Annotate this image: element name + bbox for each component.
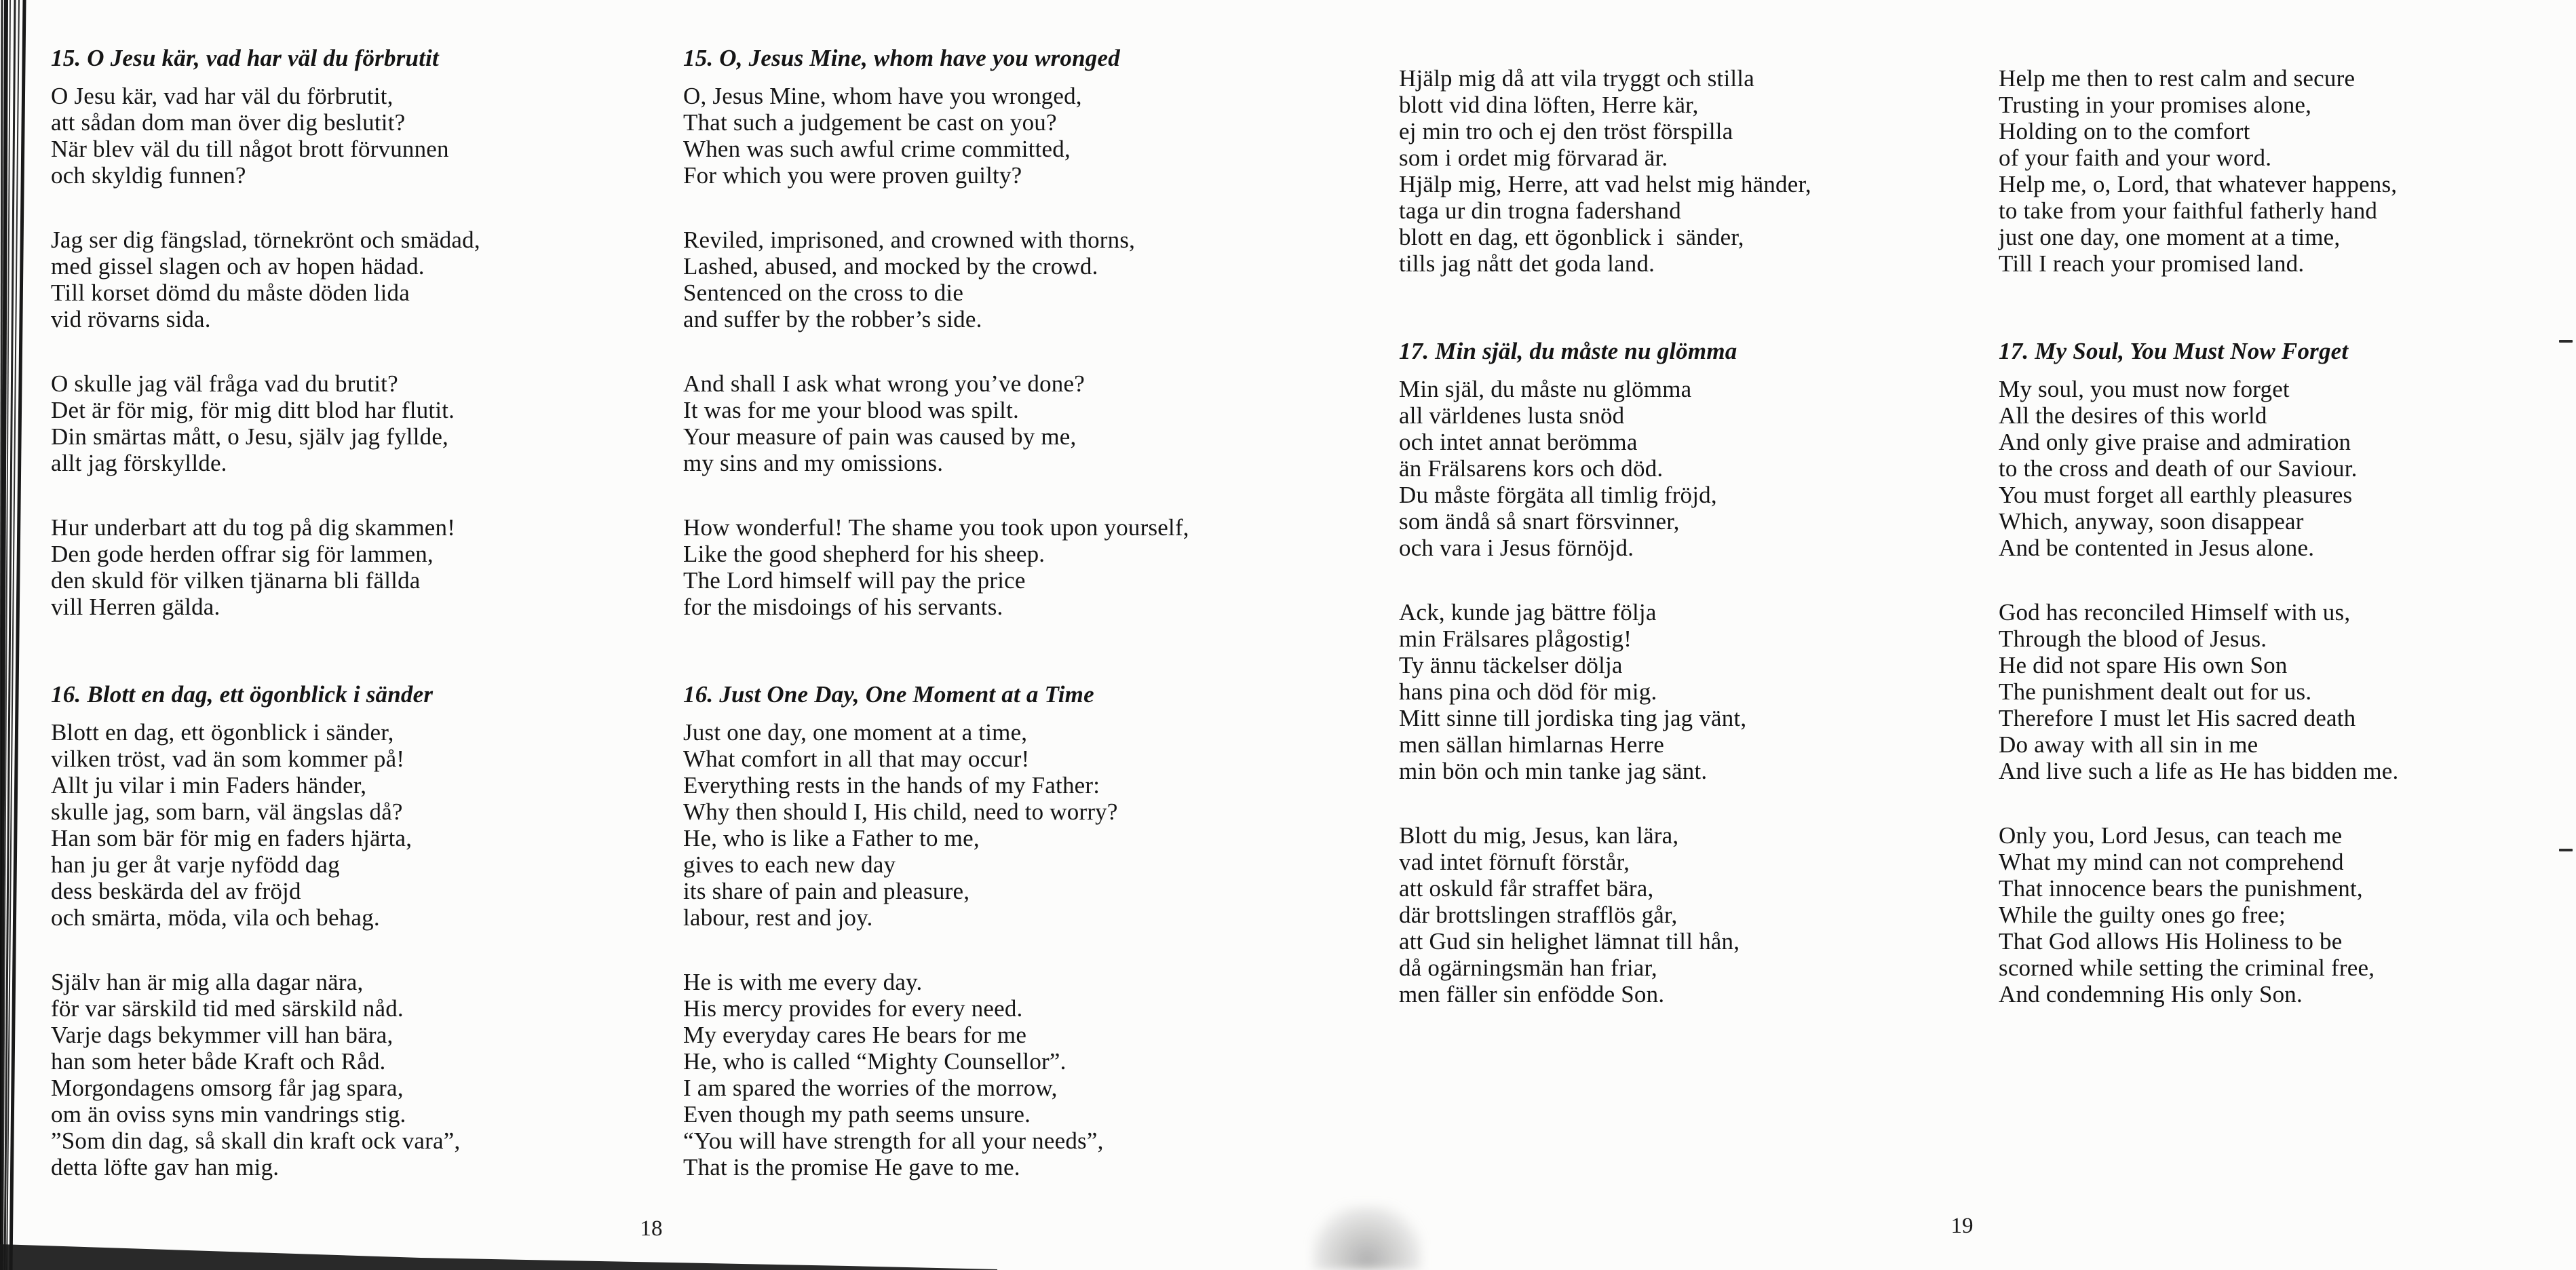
poem-line: Reviled, imprisoned, and crowned with thorns,	[683, 227, 1136, 253]
poem-line: dess beskärda del av fröjd	[51, 878, 301, 904]
poem-line: Han som bär för mig en faders hjärta,	[51, 825, 412, 851]
poem-line: vilken tröst, vad än som kommer på!	[51, 746, 405, 772]
poem-line: Allt ju vilar i min Faders händer,	[51, 772, 367, 798]
poem-line: Morgondagens omsorg får jag spara,	[51, 1075, 404, 1101]
poem-line: att sådan dom man över dig beslutit?	[51, 109, 406, 136]
poem-line: Ack, kunde jag bättre följa	[1399, 599, 1657, 626]
poem-line: Holding on to the comfort	[1999, 118, 2250, 145]
poem-line: Your measure of pain was caused by me,	[683, 423, 1077, 450]
poem-line: While the guilty ones go free;	[1999, 902, 2286, 928]
poem-line: då ogärningsmän han friar,	[1399, 955, 1657, 981]
hymn-title: 15. O, Jesus Mine, whom have you wronged	[683, 45, 1120, 71]
poem-line: He is with me every day.	[683, 969, 923, 995]
poem-line: där brottslingen strafflös går,	[1399, 902, 1678, 928]
poem-line: The Lord himself will pay the price	[683, 567, 1026, 594]
poem-line: min bön och min tanke jag sänt.	[1399, 758, 1708, 784]
page-number-left: 18	[640, 1216, 663, 1241]
poem-line: labour, rest and joy.	[683, 904, 873, 931]
stanza	[1399, 376, 1955, 561]
poem-line: Jag ser dig fängslad, törnekrönt och smädad,	[51, 227, 480, 253]
page-number-right: 19	[1950, 1214, 1974, 1238]
poem-line: med gissel slagen och av hopen hädad.	[51, 253, 425, 280]
stanza	[683, 370, 1294, 476]
column-english-right	[1999, 65, 2555, 1045]
poem-line: Till korset dömd du måste döden lida	[51, 280, 410, 306]
poem-line: My everyday cares He bears for me	[683, 1022, 1027, 1048]
stanza	[1999, 822, 2555, 1007]
poem-line: And be contented in Jesus alone.	[1999, 535, 2315, 561]
poem-line: Only you, Lord Jesus, can teach me	[1999, 822, 2343, 849]
poem-line: min Frälsares plågostig!	[1399, 626, 1632, 652]
poem-line: än Frälsarens kors och död.	[1399, 455, 1664, 482]
poem-line: taga ur din trogna fadershand	[1399, 197, 1681, 224]
poem-line: Help me, o, Lord, that whatever happens,	[1999, 171, 2398, 197]
poem-line: And shall I ask what wrong you’ve done?	[683, 370, 1085, 397]
poem-line: Hur underbart att du tog på dig skammen!	[51, 514, 456, 541]
poem-line: Varje dags bekymmer vill han bära,	[51, 1022, 393, 1048]
poem-line: ”Som din dag, så skall din kraft ock vara”,	[51, 1128, 461, 1154]
poem-line: Do away with all sin in me	[1999, 731, 2258, 758]
poem-line: His mercy provides for every need.	[683, 995, 1023, 1022]
poem-line: men fäller sin enfödde Son.	[1399, 981, 1665, 1007]
poem-line: of your faith and your word.	[1999, 145, 2272, 171]
poem-line: hans pina och död för mig.	[1399, 678, 1657, 705]
stanza	[1999, 376, 2555, 561]
poem-line: Din smärtas mått, o Jesu, själv jag fyllde,	[51, 423, 448, 450]
poem-line: And condemning His only Son.	[1999, 981, 2303, 1007]
poem-line: Min själ, du måste nu glömma	[1399, 376, 1692, 402]
poem-line: And live such a life as He has bidden me.	[1999, 758, 2399, 784]
stanza	[1399, 599, 1955, 784]
poem-line: han ju ger åt varje nyfödd dag	[51, 851, 340, 878]
stanza	[51, 370, 661, 476]
poem-line: “You will have strength for all your needs”,	[683, 1128, 1104, 1154]
stanza	[1999, 65, 2555, 277]
poem-line: That is the promise He gave to me.	[683, 1154, 1020, 1180]
column-english-left	[683, 43, 1294, 1218]
poem-line: Den gode herden offrar sig för lammen,	[51, 541, 434, 567]
poem-line: to the cross and death of our Saviour.	[1999, 455, 2358, 482]
poem-line: How wonderful! The shame you took upon yourself,	[683, 514, 1189, 541]
poem-line: The punishment dealt out for us.	[1999, 678, 2312, 705]
poem-line: detta löfte gav han mig.	[51, 1154, 280, 1180]
poem-line: den skuld för vilken tjänarna bli fällda	[51, 567, 421, 594]
poem-line: om än oviss syns min vandrings stig.	[51, 1101, 406, 1128]
poem-line: its share of pain and pleasure,	[683, 878, 970, 904]
poem-line: och intet annat berömma	[1399, 429, 1638, 455]
poem-line: Ty ännu täckelser dölja	[1399, 652, 1623, 678]
poem-line: blott vid dina löften, Herre kär,	[1399, 92, 1699, 118]
poem-line: Through the blood of Jesus.	[1999, 626, 2267, 652]
poem-line: Hjälp mig, Herre, att vad helst mig händer,	[1399, 171, 1811, 197]
poem-line: When was such awful crime committed,	[683, 136, 1071, 162]
poem-line: När blev väl du till något brott förvunnen	[51, 136, 449, 162]
poem-line: Even though my path seems unsure.	[683, 1101, 1031, 1128]
poem-line: What my mind can not comprehend	[1999, 849, 2344, 875]
column-swedish-left	[51, 43, 661, 1218]
poem-line: for the misdoings of his servants.	[683, 594, 1003, 620]
poem-line: men sällan himlarnas Herre	[1399, 731, 1665, 758]
poem-line: för var särskild tid med särskild nåd.	[51, 995, 404, 1022]
poem-line: ej min tro och ej den tröst förspilla	[1399, 118, 1733, 145]
poem-line: Du måste förgäta all timlig fröjd,	[1399, 482, 1717, 508]
poem-line: O Jesu kär, vad har väl du förbrutit,	[51, 83, 393, 109]
stanza	[683, 719, 1294, 931]
poem-line: att oskuld får straffet bära,	[1399, 875, 1654, 902]
poem-line: All the desires of this world	[1999, 402, 2267, 429]
poem-line: blott en dag, ett ögonblick i sänder,	[1399, 224, 1744, 250]
poem-line: just one day, one moment at a time,	[1999, 224, 2341, 250]
hymn-title: 17. Min själ, du måste nu glömma	[1399, 338, 1737, 364]
stanza	[1399, 822, 1955, 1007]
column-swedish-right	[1399, 65, 1955, 1045]
stanza	[683, 969, 1294, 1180]
poem-line: Blott en dag, ett ögonblick i sänder,	[51, 719, 394, 746]
poem-line: I am spared the worries of the morrow,	[683, 1075, 1058, 1101]
stanza	[1999, 599, 2555, 784]
poem-line: att Gud sin helighet lämnat till hån,	[1399, 928, 1740, 955]
poem-line: Trusting in your promises alone,	[1999, 92, 2312, 118]
poem-line: scorned while setting the criminal free,	[1999, 955, 2375, 981]
poem-line: That such a judgement be cast on you?	[683, 109, 1057, 136]
poem-line: For which you were proven guilty?	[683, 162, 1022, 189]
poem-line: allt jag förskyllde.	[51, 450, 227, 476]
stanza	[51, 719, 661, 931]
poem-line: Which, anyway, soon disappear	[1999, 508, 2304, 535]
poem-line: han som heter både Kraft och Råd.	[51, 1048, 386, 1075]
hymn-title: 16. Just One Day, One Moment at a Time	[683, 681, 1094, 708]
poem-line: Blott du mig, Jesus, kan lära,	[1399, 822, 1679, 849]
stanza	[683, 514, 1294, 620]
poem-line: He, who is like a Father to me,	[683, 825, 980, 851]
poem-line: Sentenced on the cross to die	[683, 280, 964, 306]
stanza	[683, 227, 1294, 332]
hymn-title: 17. My Soul, You Must Now Forget	[1999, 338, 2349, 364]
poem-line: Everything rests in the hands of my Father:	[683, 772, 1100, 798]
hymn-title: 15. O Jesu kär, vad har väl du förbrutit	[51, 45, 439, 71]
poem-line: som i ordet mig förvarad är.	[1399, 145, 1668, 171]
stanza	[51, 227, 661, 332]
poem-line: och skyldig funnen?	[51, 162, 246, 189]
hymn-title: 16. Blott en dag, ett ögonblick i sänder	[51, 681, 434, 708]
poem-line: My soul, you must now forget	[1999, 376, 2290, 402]
poem-line: Like the good shepherd for his sheep.	[683, 541, 1045, 567]
poem-line: och smärta, möda, vila och behag.	[51, 904, 380, 931]
poem-line: He, who is called “Mighty Counsellor”.	[683, 1048, 1066, 1075]
poem-line: He did not spare His own Son	[1999, 652, 2288, 678]
stanza	[51, 514, 661, 620]
poem-line: Hjälp mig då att vila tryggt och stilla	[1399, 65, 1754, 92]
poem-line: Help me then to rest calm and secure	[1999, 65, 2356, 92]
poem-line: to take from your faithful fatherly hand	[1999, 197, 2378, 224]
poem-line: Mitt sinne till jordiska ting jag vänt,	[1399, 705, 1747, 731]
poem-line: Själv han är mig alla dagar nära,	[51, 969, 364, 995]
poem-line: Till I reach your promised land.	[1999, 250, 2305, 277]
poem-line: And only give praise and admiration	[1999, 429, 2351, 455]
poem-line: You must forget all earthly pleasures	[1999, 482, 2353, 508]
poem-line: som ändå så snart försvinner,	[1399, 508, 1680, 535]
poem-line: och vara i Jesus förnöjd.	[1399, 535, 1634, 561]
poem-line: vad intet förnuft förstår,	[1399, 849, 1630, 875]
poem-line: all världenes lusta snöd	[1399, 402, 1625, 429]
stanza	[51, 83, 661, 189]
poem-line: Lashed, abused, and mocked by the crowd.	[683, 253, 1098, 280]
poem-line: tills jag nått det goda land.	[1399, 250, 1655, 277]
poem-line: It was for me your blood was spilt.	[683, 397, 1019, 423]
poem-line: my sins and my omissions.	[683, 450, 944, 476]
stanza	[51, 969, 661, 1180]
poem-line: skulle jag, som barn, väl ängslas då?	[51, 798, 403, 825]
poem-line: That innocence bears the punishment,	[1999, 875, 2363, 902]
poem-line: vid rövarns sida.	[51, 306, 211, 332]
poem-line: O skulle jag väl fråga vad du brutit?	[51, 370, 398, 397]
poem-line: and suffer by the robber’s side.	[683, 306, 982, 332]
poem-line: That God allows His Holiness to be	[1999, 928, 2343, 955]
poem-line: Why then should I, His child, need to worry?	[683, 798, 1118, 825]
stanza	[1399, 65, 1955, 277]
poem-line: God has reconciled Himself with us,	[1999, 599, 2351, 626]
poem-line: gives to each new day	[683, 851, 896, 878]
poem-line: vill Herren gälda.	[51, 594, 220, 620]
poem-line: What comfort in all that may occur!	[683, 746, 1030, 772]
poem-line: O, Jesus Mine, whom have you wronged,	[683, 83, 1082, 109]
stanza	[683, 83, 1294, 189]
poem-line: Just one day, one moment at a time,	[683, 719, 1028, 746]
poem-line: Det är för mig, för mig ditt blod har flutit.	[51, 397, 455, 423]
poem-line: Therefore I must let His sacred death	[1999, 705, 2356, 731]
